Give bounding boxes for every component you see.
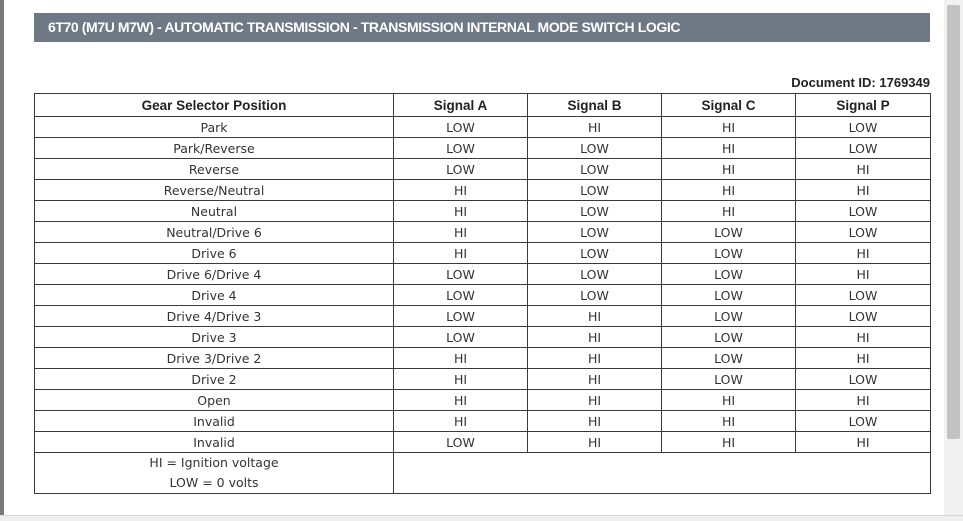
signal-b-cell: LOW bbox=[528, 243, 662, 264]
notes-row bbox=[35, 453, 931, 494]
table-row bbox=[35, 222, 931, 243]
signal-b-cell: HI bbox=[528, 369, 662, 390]
signal-b-cell: LOW bbox=[528, 201, 662, 222]
table-row bbox=[35, 264, 931, 285]
column-header-signal-a: Signal A bbox=[394, 94, 528, 117]
signal-a-cell: HI bbox=[394, 201, 528, 222]
signal-b-cell: LOW bbox=[528, 138, 662, 159]
table-row bbox=[35, 411, 931, 432]
signal-b-cell: HI bbox=[528, 306, 662, 327]
table-row bbox=[35, 348, 931, 369]
signal-b-cell: HI bbox=[528, 348, 662, 369]
signal-b-cell: HI bbox=[528, 327, 662, 348]
page-title: 6T70 (M7U M7W) - AUTOMATIC TRANSMISSION - TRANSMISSION INTERNAL MODE SWITCH LOGIC bbox=[34, 13, 930, 42]
signal-p-cell: HI bbox=[796, 348, 931, 369]
signal-p-cell: LOW bbox=[796, 369, 931, 390]
signal-p-cell: LOW bbox=[796, 411, 931, 432]
signal-a-cell: LOW bbox=[394, 285, 528, 306]
signal-c-cell: LOW bbox=[662, 348, 796, 369]
signal-b-cell: HI bbox=[528, 390, 662, 411]
signal-a-cell: HI bbox=[394, 222, 528, 243]
signal-a-cell: HI bbox=[394, 180, 528, 201]
signal-b-cell: LOW bbox=[528, 285, 662, 306]
notes-empty-cell bbox=[394, 453, 931, 494]
table-row bbox=[35, 285, 931, 306]
table-row bbox=[35, 369, 931, 390]
signal-c-cell: LOW bbox=[662, 243, 796, 264]
table-row bbox=[35, 390, 931, 411]
gear-position-cell: Drive 4/Drive 3 bbox=[35, 306, 394, 327]
signal-a-cell: LOW bbox=[394, 306, 528, 327]
signal-c-cell: HI bbox=[662, 411, 796, 432]
column-header-signal-p: Signal P bbox=[796, 94, 931, 117]
signal-a-cell: HI bbox=[394, 369, 528, 390]
window-left-border bbox=[0, 0, 4, 521]
document-id: Document ID: 1769349 bbox=[791, 75, 930, 90]
signal-p-cell: HI bbox=[796, 159, 931, 180]
signal-p-cell: LOW bbox=[796, 285, 931, 306]
gear-position-cell: Reverse bbox=[35, 159, 394, 180]
gear-position-cell: Invalid bbox=[35, 432, 394, 453]
signal-c-cell: LOW bbox=[662, 306, 796, 327]
signal-p-cell: HI bbox=[796, 432, 931, 453]
signal-c-cell: HI bbox=[662, 138, 796, 159]
table-row bbox=[35, 117, 931, 138]
signal-p-cell: HI bbox=[796, 243, 931, 264]
mode-switch-logic-table bbox=[34, 93, 931, 494]
signal-p-cell: LOW bbox=[796, 306, 931, 327]
table-row bbox=[35, 138, 931, 159]
signal-c-cell: LOW bbox=[662, 327, 796, 348]
table-row bbox=[35, 159, 931, 180]
gear-position-cell: Park/Reverse bbox=[35, 138, 394, 159]
gear-position-cell: Open bbox=[35, 390, 394, 411]
legend-hi: HI = Ignition voltage bbox=[149, 455, 279, 470]
signal-a-cell: LOW bbox=[394, 159, 528, 180]
table-row bbox=[35, 201, 931, 222]
table-row bbox=[35, 306, 931, 327]
signal-p-cell: HI bbox=[796, 180, 931, 201]
legend-cell bbox=[35, 453, 394, 494]
gear-position-cell: Neutral/Drive 6 bbox=[35, 222, 394, 243]
signal-a-cell: LOW bbox=[394, 327, 528, 348]
signal-b-cell: HI bbox=[528, 432, 662, 453]
scrollbar-thumb[interactable] bbox=[947, 5, 960, 439]
signal-c-cell: HI bbox=[662, 180, 796, 201]
signal-c-cell: HI bbox=[662, 390, 796, 411]
table-header-row bbox=[35, 94, 931, 117]
signal-p-cell: LOW bbox=[796, 222, 931, 243]
signal-c-cell: LOW bbox=[662, 285, 796, 306]
signal-p-cell: LOW bbox=[796, 201, 931, 222]
gear-position-cell: Drive 6 bbox=[35, 243, 394, 264]
signal-c-cell: HI bbox=[662, 201, 796, 222]
gear-position-cell: Drive 3 bbox=[35, 327, 394, 348]
signal-c-cell: HI bbox=[662, 159, 796, 180]
signal-p-cell: LOW bbox=[796, 117, 931, 138]
signal-b-cell: LOW bbox=[528, 222, 662, 243]
signal-c-cell: LOW bbox=[662, 369, 796, 390]
gear-position-cell: Neutral bbox=[35, 201, 394, 222]
signal-a-cell: HI bbox=[394, 243, 528, 264]
signal-p-cell: HI bbox=[796, 264, 931, 285]
signal-b-cell: LOW bbox=[528, 159, 662, 180]
signal-a-cell: LOW bbox=[394, 138, 528, 159]
signal-a-cell: HI bbox=[394, 348, 528, 369]
signal-c-cell: LOW bbox=[662, 222, 796, 243]
gear-position-cell: Drive 2 bbox=[35, 369, 394, 390]
signal-a-cell: LOW bbox=[394, 432, 528, 453]
signal-c-cell: HI bbox=[662, 432, 796, 453]
signal-a-cell: HI bbox=[394, 411, 528, 432]
gear-position-cell: Drive 4 bbox=[35, 285, 394, 306]
table-row bbox=[35, 432, 931, 453]
signal-c-cell: HI bbox=[662, 117, 796, 138]
signal-b-cell: LOW bbox=[528, 264, 662, 285]
gear-position-cell: Park bbox=[35, 117, 394, 138]
table-row bbox=[35, 327, 931, 348]
column-header-gear-position: Gear Selector Position bbox=[35, 94, 394, 117]
signal-a-cell: LOW bbox=[394, 264, 528, 285]
signal-p-cell: HI bbox=[796, 327, 931, 348]
column-header-signal-b: Signal B bbox=[528, 94, 662, 117]
legend-low: LOW = 0 volts bbox=[169, 475, 259, 490]
signal-p-cell: LOW bbox=[796, 138, 931, 159]
signal-a-cell: LOW bbox=[394, 117, 528, 138]
signal-b-cell: HI bbox=[528, 411, 662, 432]
gear-position-cell: Reverse/Neutral bbox=[35, 180, 394, 201]
table-row bbox=[35, 180, 931, 201]
table-row bbox=[35, 243, 931, 264]
column-header-signal-c: Signal C bbox=[662, 94, 796, 117]
gear-position-cell: Drive 3/Drive 2 bbox=[35, 348, 394, 369]
signal-p-cell: HI bbox=[796, 390, 931, 411]
window-bottom-edge bbox=[0, 515, 963, 521]
gear-position-cell: Drive 6/Drive 4 bbox=[35, 264, 394, 285]
signal-b-cell: LOW bbox=[528, 180, 662, 201]
signal-a-cell: HI bbox=[394, 390, 528, 411]
signal-c-cell: LOW bbox=[662, 264, 796, 285]
gear-position-cell: Invalid bbox=[35, 411, 394, 432]
signal-b-cell: HI bbox=[528, 117, 662, 138]
